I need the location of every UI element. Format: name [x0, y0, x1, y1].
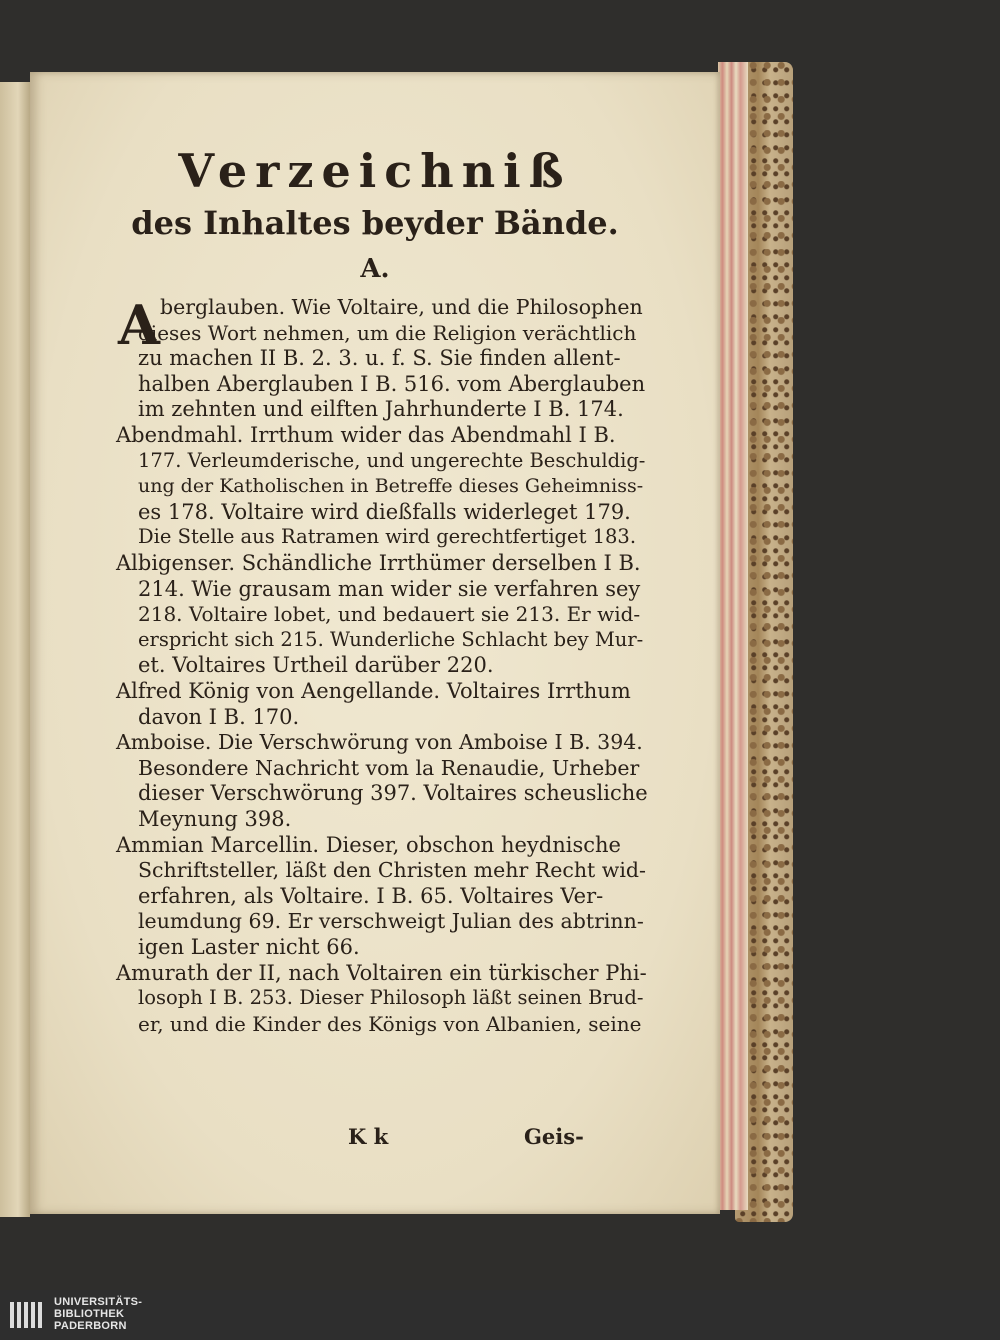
index-line: erspricht sich 215. Wunderliche Schlacht bey Mur- — [138, 627, 644, 651]
index-line: et. Voltaires Urtheil darüber 220. — [138, 653, 494, 678]
index-line: losoph I B. 253. Dieser Philosoph läßt seinen Brud- — [138, 986, 644, 1010]
index-line: dieses Wort nehmen, um die Religion verächtlich — [138, 320, 637, 345]
index-line: zu machen II B. 2. 3. u. f. S. Sie finden allent- — [138, 346, 621, 371]
index-line: er, und die Kinder des Königs von Albanien, seine — [138, 1011, 642, 1036]
index-line: Meynung 398. — [138, 807, 292, 831]
library-name: UNIVERSITÄTS- BIBLIOTHEK PADERBORN — [54, 1296, 143, 1332]
index-line: davon I B. 170. — [138, 704, 300, 729]
index-line: im zehnten und eilften Jahrhunderte I B. 174. — [138, 397, 624, 422]
index-line: Amboise. Die Verschwörung von Amboise I B. 394. — [116, 730, 643, 755]
index-line: leumdung 69. Er verschweigt Julian des abtrinn- — [138, 909, 644, 934]
section-letter: A. — [360, 254, 390, 284]
page-block-edge — [718, 62, 748, 1210]
library-logo-icon — [8, 1296, 46, 1334]
index-line: Die Stelle aus Ratramen wird gerechtfertiget 183. — [138, 525, 637, 549]
index-line: ung der Katholischen in Betreffe dieses Geheimniss- — [138, 475, 644, 498]
index-line: berglauben. Wie Voltaire, und die Philosophen — [160, 295, 643, 319]
index-line: dieser Verschwörung 397. Voltaires scheusliche — [138, 781, 648, 806]
signature-mark: K k — [348, 1124, 389, 1149]
book-page — [30, 72, 720, 1214]
initial-letter: A — [118, 293, 160, 357]
index-line: Albigenser. Schändliche Irrthümer derselben I B. — [116, 551, 641, 575]
index-line: Amurath der II, nach Voltairen ein türkischer Phi- — [116, 960, 647, 985]
index-line: 214. Wie grausam man wider sie verfahren sey — [138, 576, 641, 601]
facing-page-edge — [0, 82, 30, 1217]
index-line: 177. Verleumderische, und ungerechte Beschuldig- — [138, 448, 646, 472]
index-line: Besondere Nachricht vom la Renaudie, Urheber — [138, 755, 640, 780]
index-line: erfahren, als Voltaire. I B. 65. Voltaires Ver- — [138, 883, 604, 908]
index-line: Schriftsteller, läßt den Christen mehr Recht wid- — [138, 858, 646, 883]
page-subtitle: des Inhaltes beyder Bände. — [131, 204, 619, 242]
library-footer — [0, 1290, 1000, 1340]
page-title: Verzeichniß — [178, 144, 572, 198]
index-line: halben Aberglauben I B. 516. vom Aberglauben — [138, 371, 646, 396]
catchword: Geis- — [524, 1124, 584, 1149]
index-line: igen Laster nicht 66. — [138, 935, 360, 959]
index-line: es 178. Voltaire wird dießfalls widerleget 179. — [138, 499, 631, 524]
index-line: 218. Voltaire lobet, und bedauert sie 213. Er wid- — [138, 602, 641, 627]
index-line: Alfred König von Aengellande. Voltaires Irrthum — [116, 679, 631, 703]
index-line: Abendmahl. Irrthum wider das Abendmahl I B. — [116, 423, 616, 447]
index-line: Ammian Marcellin. Dieser, obschon heydnische — [116, 832, 621, 857]
